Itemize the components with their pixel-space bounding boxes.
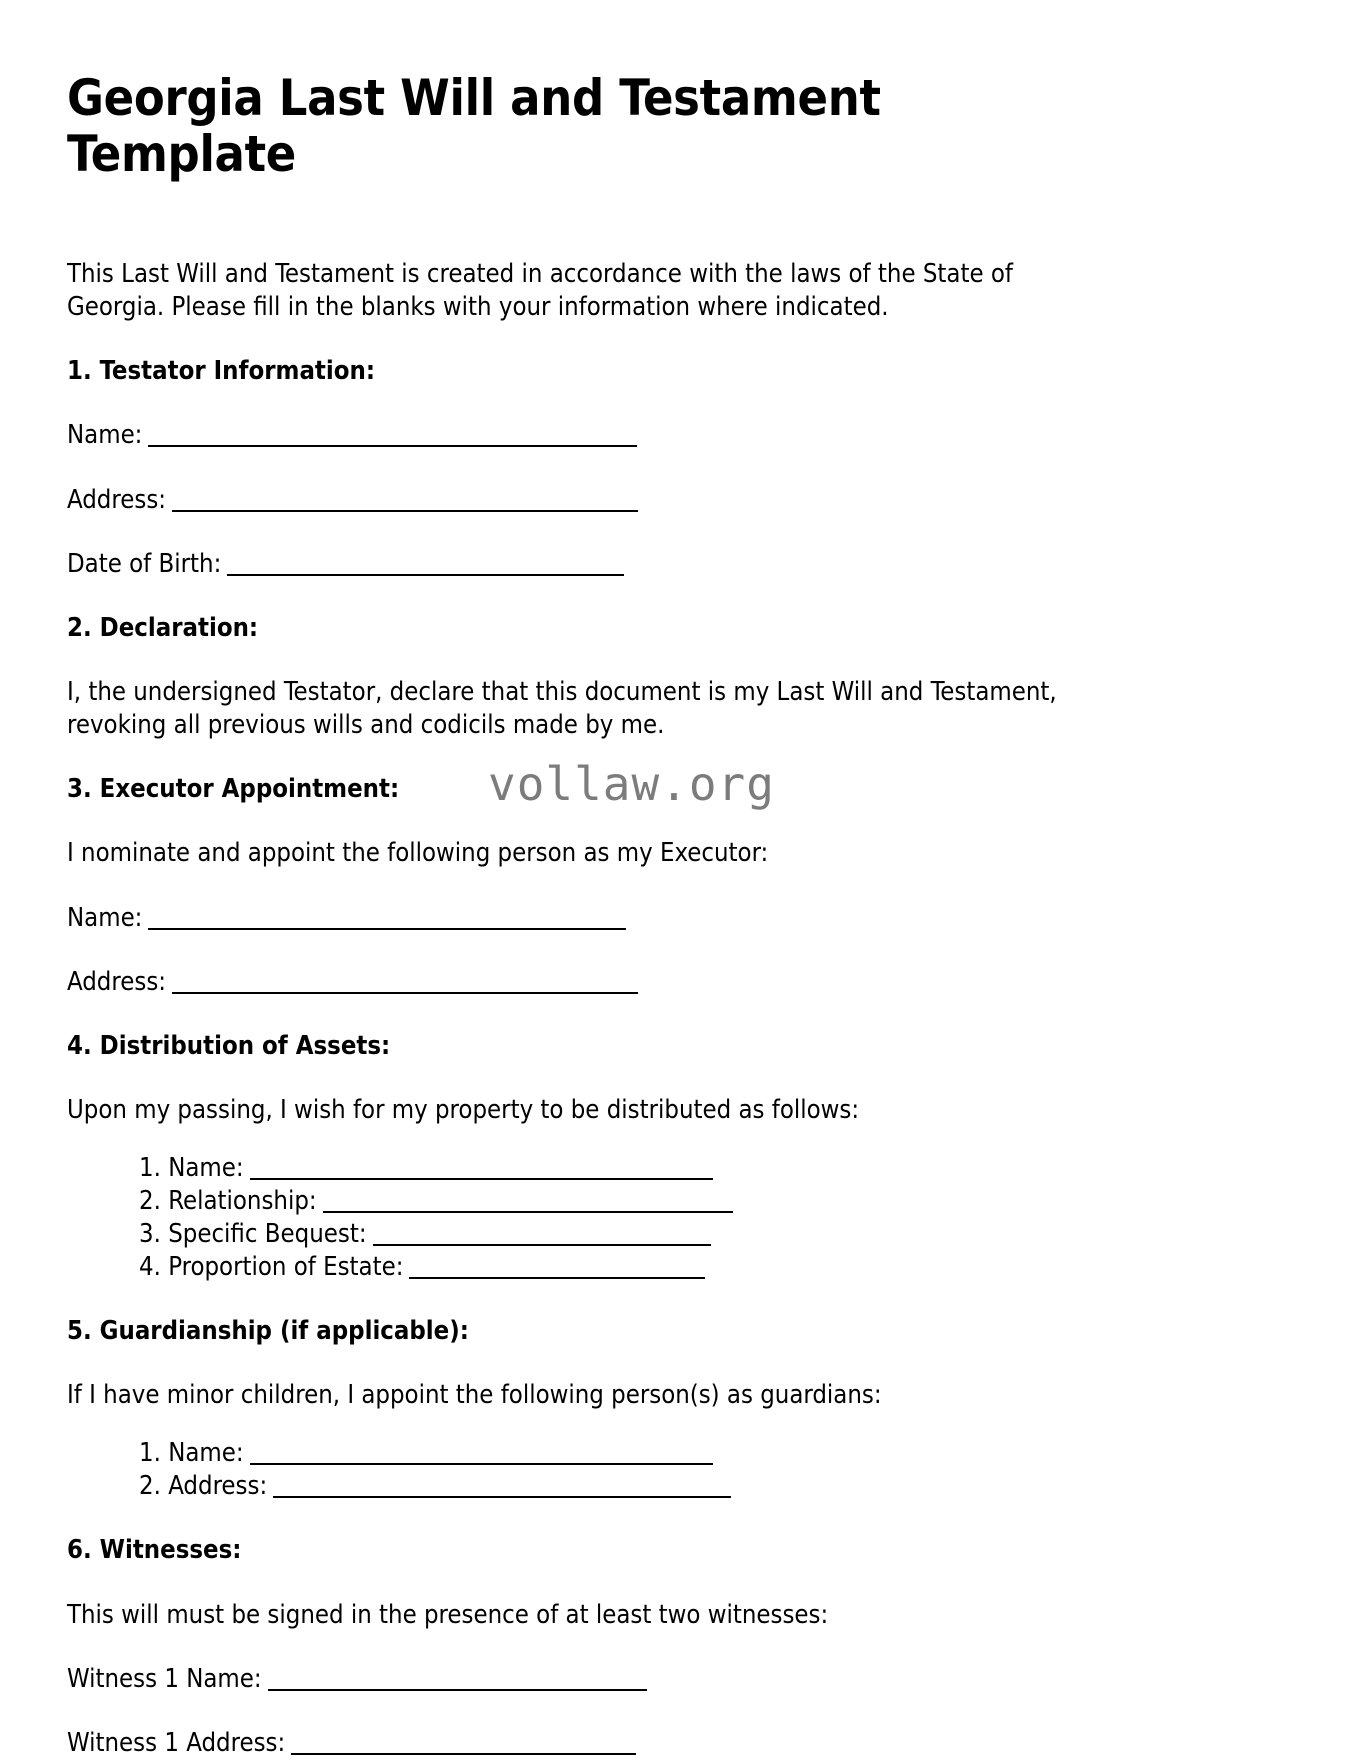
field-row-testator-address xyxy=(67,484,1157,517)
list-item-blank[interactable] xyxy=(250,1449,713,1465)
field-row-witness1-address xyxy=(67,1727,1157,1760)
field-row-testator-dob xyxy=(67,548,1157,581)
distribution-body: Upon my passing, I wish for my property to be distributed as follows: xyxy=(67,1094,860,1125)
list-item-blank[interactable] xyxy=(373,1230,711,1246)
list-item xyxy=(139,1470,1157,1503)
list-item xyxy=(139,1251,1157,1284)
section-heading-executor: 3. Executor Appointment: xyxy=(67,774,400,805)
section-heading-declaration: 2. Declaration: xyxy=(67,612,259,643)
field-label-executor-address: Address: xyxy=(67,966,166,997)
field-label-testator-name: Name: xyxy=(67,420,143,451)
field-blank-testator-dob[interactable] xyxy=(227,560,624,576)
field-label-witness1-address: Witness 1 Address: xyxy=(67,1727,286,1758)
site-watermark: vollaw.org xyxy=(488,757,775,811)
field-blank-witness1-name[interactable] xyxy=(268,1675,647,1691)
list-item xyxy=(139,1218,1157,1251)
field-row-executor-address xyxy=(67,966,1157,999)
list-item-number: 1. xyxy=(139,1153,161,1184)
field-label-testator-dob: Date of Birth: xyxy=(67,548,222,579)
section-heading-witnesses: 6. Witnesses: xyxy=(67,1535,242,1566)
list-item-label: Name: xyxy=(168,1438,244,1469)
list-item-number: 1. xyxy=(139,1438,161,1469)
list-item-number: 2. xyxy=(139,1471,161,1502)
list-item-label: Proportion of Estate: xyxy=(168,1252,404,1283)
list-item-label: Name: xyxy=(168,1153,244,1184)
field-row-executor-name xyxy=(67,902,1157,935)
list-item-label: Specific Bequest: xyxy=(168,1219,367,1250)
field-label-testator-address: Address: xyxy=(67,484,166,515)
list-item-label: Address: xyxy=(168,1471,268,1502)
field-row-testator-name xyxy=(67,419,1157,452)
section-heading-testator: 1. Testator Information: xyxy=(67,356,376,387)
list-item-blank[interactable] xyxy=(273,1482,731,1498)
executor-body: I nominate and appoint the following person as my Executor: xyxy=(67,838,769,869)
list-item-number: 2. xyxy=(139,1186,161,1217)
field-blank-executor-address[interactable] xyxy=(172,978,638,994)
section-heading-guardianship: 5. Guardianship (if applicable): xyxy=(67,1316,469,1347)
list-item-blank[interactable] xyxy=(409,1263,705,1279)
list-item-number: 4. xyxy=(139,1252,161,1283)
intro-paragraph: This Last Will and Testament is created in accordance with the laws of the State of Georgia. Please fill in the blanks with your information where indicated. xyxy=(67,259,1013,323)
document-content xyxy=(67,70,1157,1760)
list-item xyxy=(139,1152,1157,1185)
page-title: Georgia Last Will and Testament Template xyxy=(67,69,881,183)
field-blank-executor-name[interactable] xyxy=(148,914,626,930)
list-item xyxy=(139,1185,1157,1218)
field-label-executor-name: Name: xyxy=(67,902,143,933)
guardianship-body: If I have minor children, I appoint the following person(s) as guardians: xyxy=(67,1380,882,1411)
field-blank-witness1-address[interactable] xyxy=(291,1739,636,1755)
list-item-label: Relationship: xyxy=(168,1186,317,1217)
list-item-blank[interactable] xyxy=(323,1197,733,1213)
field-row-witness1-name xyxy=(67,1663,1157,1696)
list-item xyxy=(139,1437,1157,1470)
witnesses-body: This will must be signed in the presence of at least two witnesses: xyxy=(67,1599,829,1630)
field-blank-testator-address[interactable] xyxy=(172,496,638,512)
field-blank-testator-name[interactable] xyxy=(148,431,637,447)
field-label-witness1-name: Witness 1 Name: xyxy=(67,1663,262,1694)
distribution-list xyxy=(67,1152,1157,1284)
declaration-body: I, the undersigned Testator, declare that this document is my Last Will and Testament, revoking all previous wills and codicils made by me. xyxy=(67,676,1057,741)
guardianship-list xyxy=(67,1437,1157,1503)
list-item-blank[interactable] xyxy=(250,1164,713,1180)
section-heading-distribution: 4. Distribution of Assets: xyxy=(67,1030,391,1061)
list-item-number: 3. xyxy=(139,1219,161,1250)
